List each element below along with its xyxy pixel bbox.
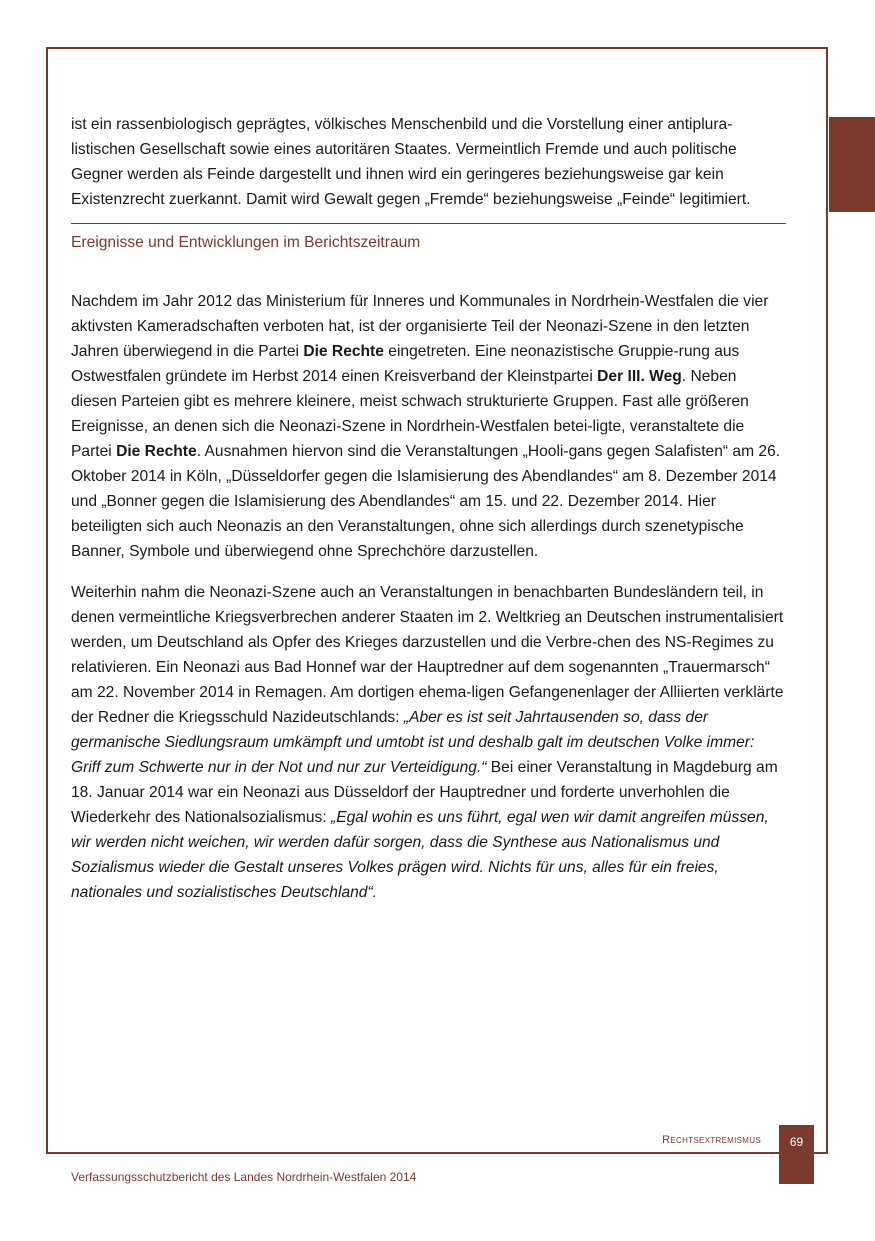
paragraph-text: Bei einer Veranstaltung in Magdeburg am 18. Januar 2014 war ein Neonazi aus Düsseldorf der Hauptredner und forderte unverhohlen die Wiederkehr des Nationalsozialismus: — [71, 759, 778, 826]
intro-paragraph: ist ein rassenbiologisch geprägtes, völkisches Menschenbild und die Vorstellung einer antiplura-listischen Gesellschaft sowie eines autoritären Staates. Vermeintlich Fremde und auch politische Gegner werden als Feinde dargestellt und ihnen wird ein geringeres beziehungsweise gar kein Existenzrecht zuerkannt. Damit wird Gewalt gegen „Fremde“ beziehungsweise „Feinde“ legitimiert. — [71, 116, 751, 208]
running-section-label: Rechtsextremismus — [662, 1134, 761, 1146]
publication-footer: Verfassungsschutzbericht des Landes Nordrhein-Westfalen 2014 — [71, 1170, 417, 1184]
paragraph-1 — [71, 289, 786, 564]
paragraph-text: eingetreten. Eine neonazistische Gruppie-rung aus Ostwestfalen gründete im Herbst 2014 einen Kreisverband der Kleinstpartei — [71, 343, 740, 385]
party-name: Der III. Weg — [597, 368, 682, 385]
party-name: Die Rechte — [303, 343, 384, 360]
paragraph-text: . Ausnahmen hiervon sind die Veranstaltungen „Hooli-gans gegen Salafisten“ am 26. Oktober 2014 in Köln, „Düsseldorfer gegen die Islamisierung des Abendlandes“ am 8. Dezember 2014 und „Bonner gegen die Islamisierung des Abendlandes“ am 15. und 22. Dezember 2014. Hier beteiligten sich auch Neonazis an den Veranstaltungen, ohne sich allerdings durch szenetypische Banner, Symbole und überwiegend ohne Sprechchöre darzustellen. — [71, 443, 781, 560]
section-divider — [71, 223, 786, 224]
party-name: Die Rechte — [116, 443, 197, 460]
chapter-tab — [829, 117, 875, 212]
section-heading: Ereignisse und Entwicklungen im Berichtszeitraum — [71, 234, 421, 251]
paragraph-text: Weiterhin nahm die Neonazi-Szene auch an Veranstaltungen in benachbarten Bundesländern teil, in denen vermeintliche Kriegsverbrechen anderer Staaten im 2. Weltkrieg an Deutschen instrumentalisiert werden, um Deutschland als Opfer des Krieges darzustellen und die Verbre-chen des NS-Regimes zu relativieren. Ein Neonazi aus Bad Honnef war der Hauptredner auf dem sogenannten „Trauermarsch“ am 22. November 2014 in Remagen. Am dortigen ehema-ligen Gefangenenlager der Alliierten verklärte der Redner die Kriegsschuld Nazideutschlands: — [71, 584, 784, 726]
main-content — [71, 112, 786, 905]
page-number: 69 — [779, 1125, 814, 1184]
quote: „Aber es ist seit Jahrtausenden so, dass der germanische Siedlungsraum umkämpft und umtobt ist und deshalb galt im deutschen Volke immer: Griff zum Schwerte nur in der Not und nur zur Verteidigung.“ — [71, 709, 755, 776]
paragraph-text: . Neben diesen Parteien gibt es mehrere kleinere, meist schwach strukturierte Gruppen. Fast alle größeren Ereignisse, an denen sich die Neonazi-Szene in Nordrhein-Westfalen betei-ligte, veranstaltete die Partei — [71, 368, 749, 460]
paragraph-2 — [71, 580, 786, 905]
quote: „Egal wohin es uns führt, egal wen wir damit angreifen müssen, wir werden nicht weichen, wir werden dafür sorgen, dass die Synthese aus Nationalismus und Sozialismus wieder die Gestalt unseres Volkes prägen wird. Nichts für uns, alles für ein freies, nationales und sozialistisches Deutschland“. — [71, 809, 769, 901]
paragraph-text: Nachdem im Jahr 2012 das Ministerium für Inneres und Kommunales in Nordrhein-Westfalen die vier aktivsten Kameradschaften verboten hat, ist der organisierte Teil der Neonazi-Szene in den letzten Jahren überwiegend in die Partei — [71, 293, 769, 360]
